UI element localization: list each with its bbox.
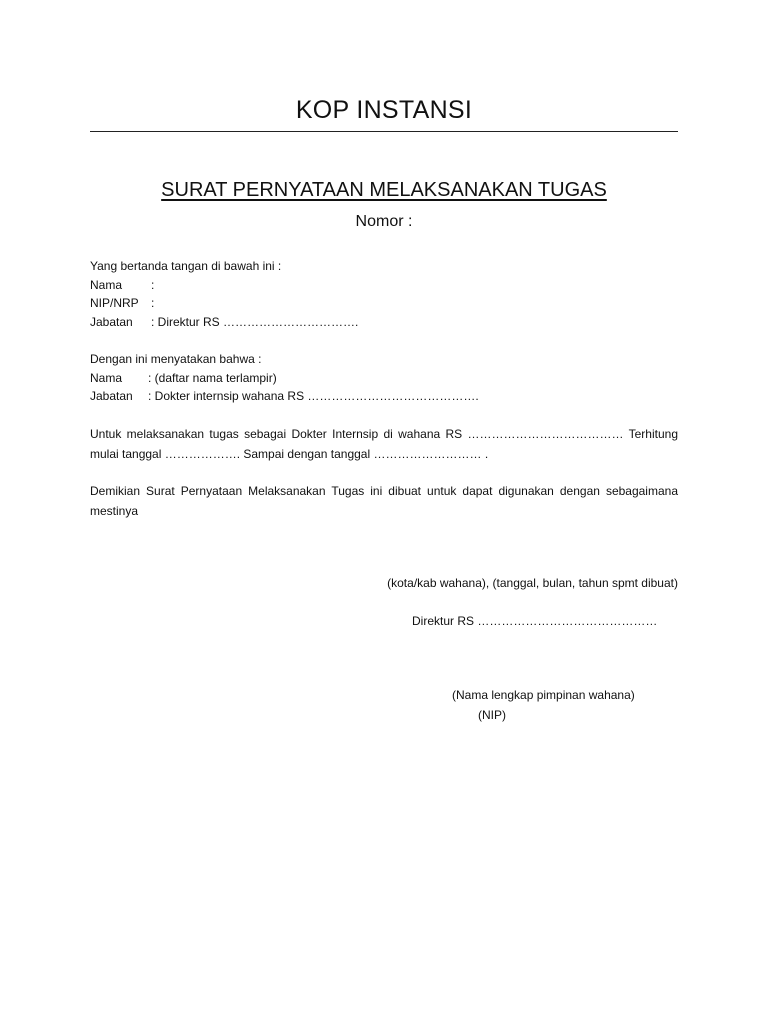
field-value: : bbox=[151, 296, 155, 310]
statement-field-nama bbox=[90, 369, 479, 388]
signer-intro: Yang bertanda tangan di bawah ini : bbox=[90, 259, 282, 273]
signer-nip: (NIP) bbox=[478, 708, 506, 722]
signer-field-nama bbox=[90, 276, 358, 295]
document-title-text: SURAT PERNYATAAN MELAKSANAKAN TUGAS bbox=[161, 179, 607, 201]
statement-section bbox=[90, 350, 479, 406]
field-label: Nama bbox=[90, 370, 123, 385]
signer-section bbox=[90, 257, 358, 331]
field-value: : bbox=[151, 277, 155, 292]
field-label: Nama bbox=[90, 277, 123, 292]
field-label: NIP/NRP bbox=[90, 296, 139, 310]
closing-paragraph: Demikian Surat Pernyataan Melaksanakan Tugas ini dibuat untuk dapat digunakan dengan sebagaimana mestinya bbox=[90, 484, 678, 518]
field-value: : (daftar nama terlampir) bbox=[148, 370, 277, 385]
assignment-paragraph: Untuk melaksanakan tugas sebagai Dokter Internsip di wahana RS ………………………………… Terhitung mulai tanggal ………………. Sampai dengan tanggal ……………………… . bbox=[90, 427, 678, 461]
letterhead-divider bbox=[90, 131, 678, 132]
statement-intro: Dengan ini menyatakan bahwa : bbox=[90, 352, 262, 366]
document-number: Nomor : bbox=[355, 213, 413, 230]
statement-field-jabatan bbox=[90, 387, 479, 406]
document-title bbox=[90, 179, 678, 202]
signer-field-jabatan bbox=[90, 313, 358, 332]
field-value: : Direktur RS ……………………………. bbox=[151, 314, 359, 329]
signer-full-name: (Nama lengkap pimpinan wahana) bbox=[452, 688, 635, 702]
field-value: : Dokter internsip wahana RS ……………………………………. bbox=[148, 389, 479, 403]
signer-position: Direktur RS ……………………………………… bbox=[412, 614, 658, 628]
letterhead-title: KOP INSTANSI bbox=[295, 96, 473, 124]
field-label: Jabatan bbox=[90, 389, 133, 403]
field-label: Jabatan bbox=[90, 314, 133, 329]
signer-field-nip bbox=[90, 294, 358, 313]
place-date: (kota/kab wahana), (tanggal, bulan, tahun spmt dibuat) bbox=[387, 576, 678, 590]
